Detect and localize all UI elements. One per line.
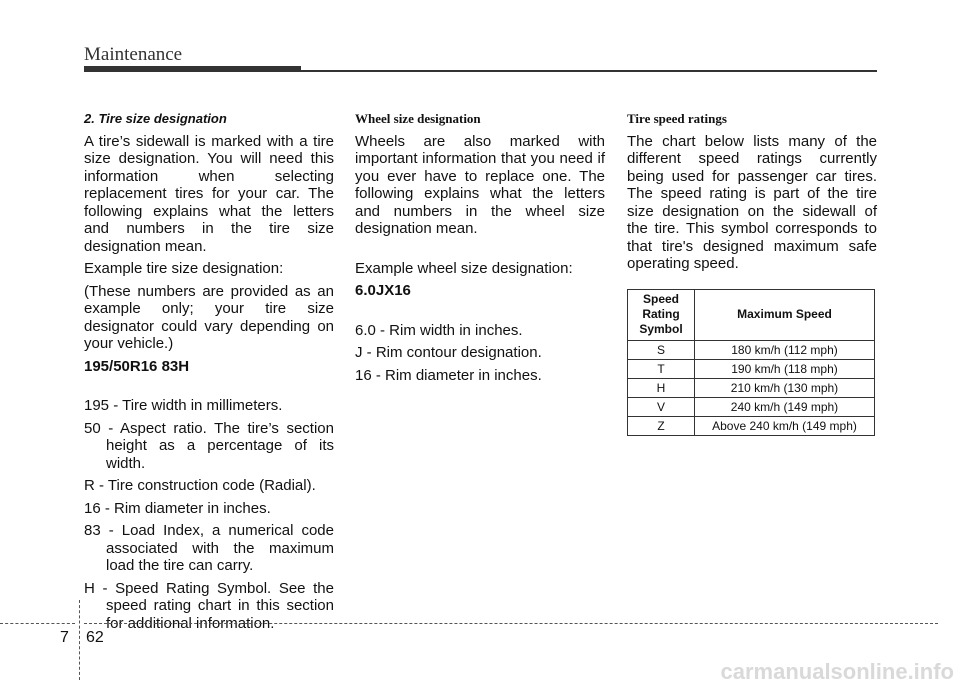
table-cell-speed: Above 240 km/h (149 mph) <box>695 416 875 435</box>
tire-size-note: (These numbers are provided as an example only; your tire size designator could vary depending on your vehicle.) <box>84 282 334 352</box>
header-rule-thick <box>84 66 301 72</box>
table-header-row <box>628 289 875 340</box>
column-tire-size <box>84 110 334 637</box>
tire-size-heading: 2. Tire size designation <box>84 111 227 126</box>
wheel-size-heading: Wheel size designation <box>355 111 481 126</box>
table-cell-speed: 240 km/h (149 mph) <box>695 397 875 416</box>
table-cell-speed: 190 km/h (118 mph) <box>695 359 875 378</box>
page-header-title: Maintenance <box>84 44 183 65</box>
table-header-symbol: Speed Rating Symbol <box>628 289 695 340</box>
table-row <box>628 340 875 359</box>
speed-ratings-intro: The chart below lists many of the different speed ratings currently being used for passenger car tires. The speed rating is part of the tire size designation on the sidewall of the tire. This symbol corresponds to that tire's designed maximum safe operating speed. <box>627 132 877 272</box>
table-cell-symbol: T <box>628 359 695 378</box>
wheel-size-example: 6.0JX16 <box>355 282 411 299</box>
watermark-text: carmanualsonline.info <box>720 659 954 684</box>
list-item: 16 - Rim diameter in inches. <box>84 499 271 517</box>
list-item: 195 - Tire width in millimeters. <box>84 397 283 414</box>
list-item: R - Tire construction code (Radial). <box>84 477 316 494</box>
footer-divider <box>79 600 80 680</box>
table-cell-symbol: V <box>628 397 695 416</box>
table-cell-speed: 180 km/h (112 mph) <box>695 340 875 359</box>
table-cell-symbol: Z <box>628 416 695 435</box>
header-rule-thin <box>301 70 877 72</box>
footer-rule-right <box>84 623 938 624</box>
list-item: 16 - Rim diameter in inches. <box>355 366 542 384</box>
page-number: 62 <box>86 629 104 646</box>
tire-size-example: 195/50R16 83H <box>84 357 190 375</box>
table-cell-symbol: S <box>628 340 695 359</box>
table-row <box>628 378 875 397</box>
wheel-size-intro: Wheels are also marked with important information that you need if you ever have to replace one. The following explains what the letters and numbers in the wheel size designation mean. <box>355 132 605 237</box>
column-speed-ratings <box>627 110 877 436</box>
wheel-size-example-label: Example wheel size designation: <box>355 259 573 277</box>
tire-size-intro: A tire’s sidewall is marked with a tire size designation. You will need this information when selecting replacement tires for your car. The following explains what the letters and numbers in the tire size designation mean. <box>84 132 334 255</box>
footer-rule-left <box>0 623 75 624</box>
table-row <box>628 397 875 416</box>
tire-size-example-label: Example tire size designation: <box>84 260 284 277</box>
list-item: 83 - Load Index, a numerical code associated with the maximum load the tire can carry. <box>84 522 334 574</box>
list-item: 50 - Aspect ratio. The tire’s section height as a percentage of its width. <box>84 419 334 472</box>
column-wheel-size <box>355 110 605 389</box>
table-row <box>628 359 875 378</box>
speed-rating-table <box>627 289 875 436</box>
chapter-number: 7 <box>60 629 69 646</box>
table-cell-symbol: H <box>628 378 695 397</box>
list-item: J - Rim contour designation. <box>355 344 542 361</box>
speed-ratings-heading: Tire speed ratings <box>627 111 727 126</box>
list-item: 6.0 - Rim width in inches. <box>355 321 523 339</box>
table-row <box>628 416 875 435</box>
table-cell-speed: 210 km/h (130 mph) <box>695 378 875 397</box>
list-item: H - Speed Rating Symbol. See the speed rating chart in this section for additional information. <box>84 579 334 632</box>
table-header-speed: Maximum Speed <box>695 289 875 340</box>
